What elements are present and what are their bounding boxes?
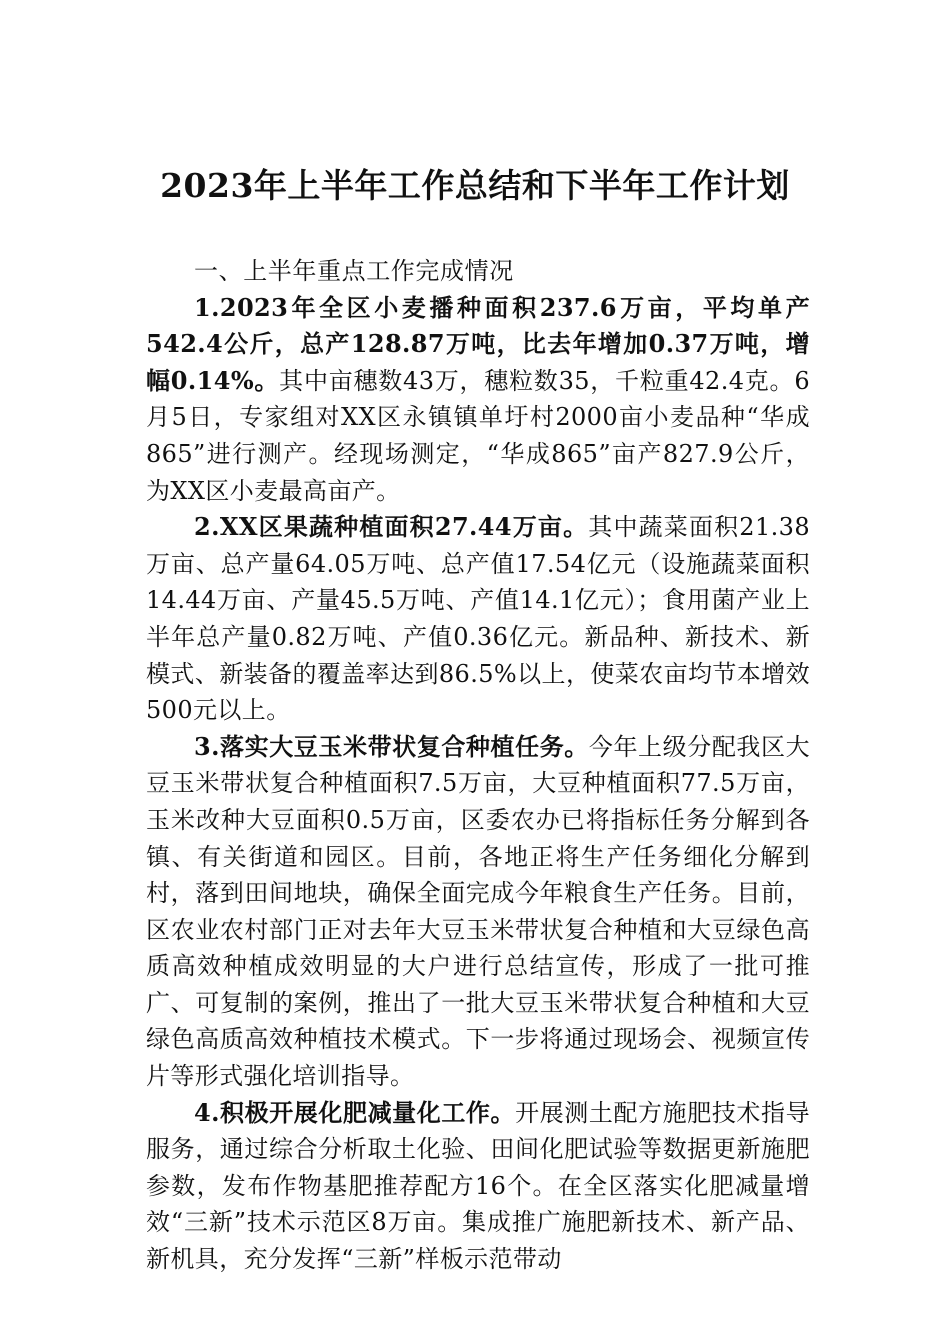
paragraph-wheat xyxy=(146,290,810,510)
document-body xyxy=(146,253,810,1278)
document-title: 2023年上半年工作总结和下半年工作计划 xyxy=(160,166,790,205)
paragraph-lead: 3.落实大豆玉米带状复合种植任务。 xyxy=(194,731,589,761)
paragraph-text: 其中亩穗数43万，穗粒数35，千粒重42.4克。6月5日，专家组对XX区永镇镇单圩村2000亩小麦品种“华成865”进行测产。经现场测定，“华成865”亩产827.9公斤，为XX区小麦最高亩产。 xyxy=(146,366,810,505)
paragraph-vegetables xyxy=(146,509,810,729)
paragraph-lead: 1.2023年全区小麦播种面积237.6万亩，平均单产542.4公斤，总产128.87万吨，比去年增加0.37万吨，增幅0.14%。 xyxy=(146,292,810,395)
paragraph-soybean-corn xyxy=(146,729,810,1095)
paragraph-text: 其中蔬菜面积21.38万亩、总产量64.05万吨、总产值17.54亿元（设施蔬菜面积14.44万亩、产量45.5万吨、产值14.1亿元）；食用菌产业上半年总产量0.82万吨、产值0.36亿元。新品种、新技术、新模式、新装备的覆盖率达到86.5%以上，使菜农亩均节本增效500元以上。 xyxy=(146,513,810,725)
paragraph-lead: 2.XX区果蔬种植面积27.44万亩。 xyxy=(194,512,589,542)
paragraph-lead: 4.积极开展化肥减量化工作。 xyxy=(194,1097,516,1127)
paragraph-fertilizer xyxy=(146,1095,810,1278)
section-heading: 一、上半年重点工作完成情况 xyxy=(194,257,514,285)
paragraph-text: 今年上级分配我区大豆玉米带状复合种植面积7.5万亩，大豆种植面积77.5万亩，玉米改种大豆面积0.5万亩，区委农办已将指标任务分解到各镇、有关街道和园区。目前，各地正将生产任务细化分解到村，落到田间地块，确保全面完成今年粮食生产任务。目前，区农业农村部门正对去年大豆玉米带状复合种植和大豆绿色高质高效种植成效明显的大户进行总结宣传，形成了一批可推广、可复制的案例，推出了一批大豆玉米带状复合种植和大豆绿色高质高效种植技术模式。下一步将通过现场会、视频宣传片等形式强化培训指导。 xyxy=(146,732,810,1091)
paragraph-text: 开展测土配方施肥技术指导服务，通过综合分析取土化验、田间化肥试验等数据更新施肥参数，发布作物基肥推荐配方16个。在全区落实化肥减量增效“三新”技术示范区8万亩。集成推广施肥新技术、新产品、新机具，充分发挥“三新”样板示范带动 xyxy=(146,1098,810,1274)
